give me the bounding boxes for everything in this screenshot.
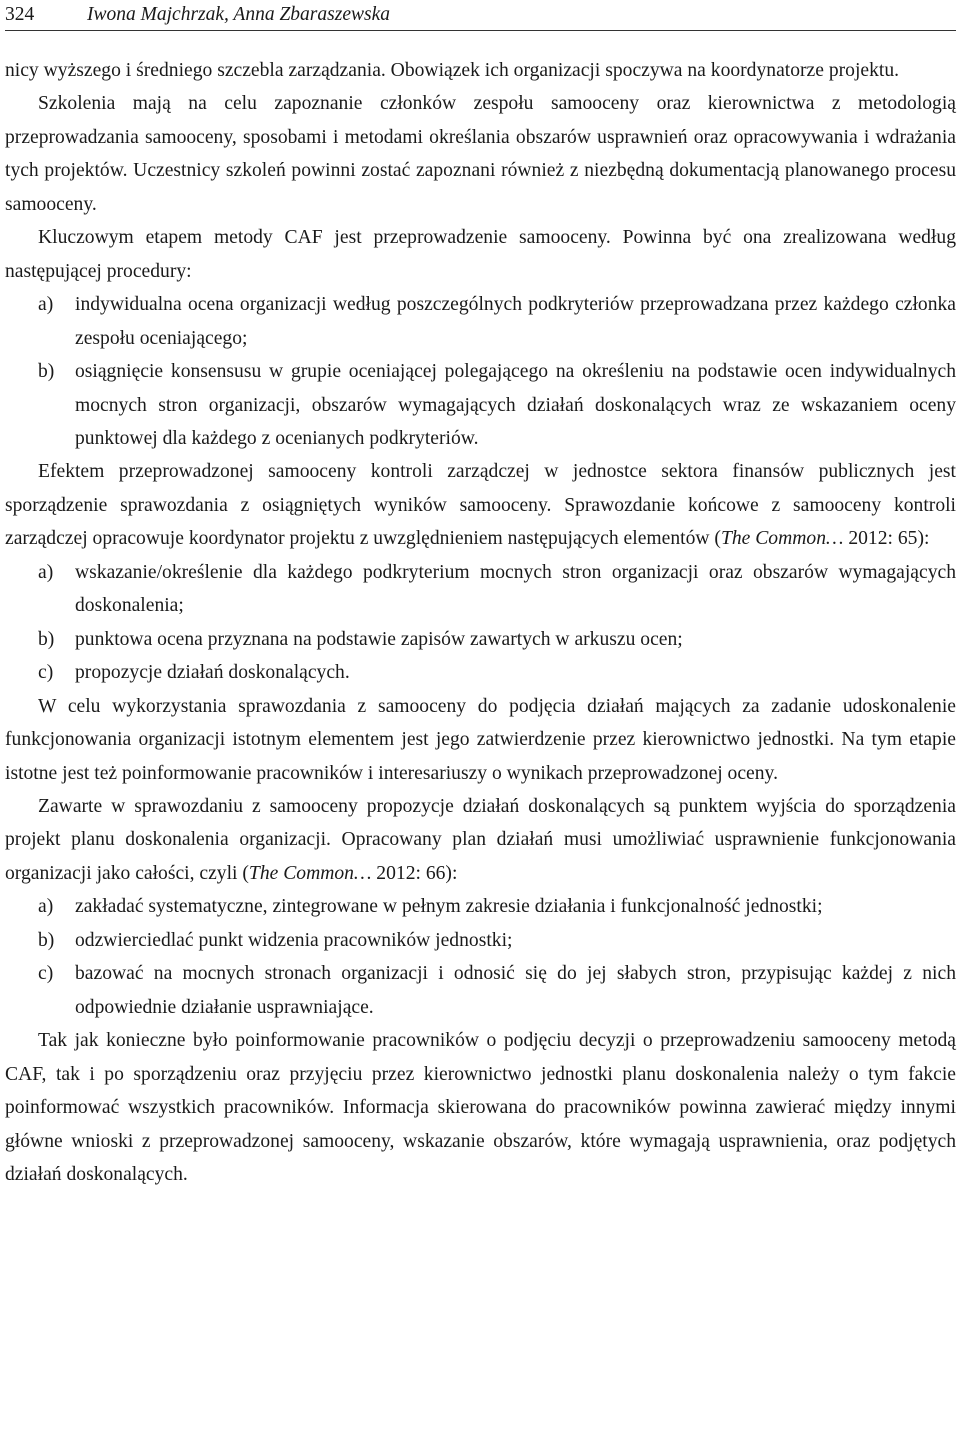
list-item bbox=[5, 656, 956, 689]
procedure-list bbox=[5, 288, 956, 455]
list-marker: b) bbox=[38, 929, 55, 951]
list-item bbox=[5, 924, 956, 957]
report-elements-list bbox=[5, 556, 956, 690]
plan-requirements-list bbox=[5, 890, 956, 1024]
list-marker: a) bbox=[38, 561, 54, 583]
paragraph-report bbox=[5, 455, 956, 555]
paragraph-training: Szkolenia mają na celu zapoznanie członków zespołu samooceny oraz kierownictwa z metodologią przeprowadzania samooceny, sposobami i metodami określania obszarów usprawnień oraz opracowywania i wdrażania tych projektów. Uczestnicy szkoleń powinni zostać zapoznani również z niezbędną dokumentacją planowanego procesu samooceny. bbox=[5, 93, 956, 215]
list-marker: b) bbox=[38, 361, 55, 383]
running-header bbox=[5, 0, 956, 31]
list-item bbox=[5, 890, 956, 923]
paragraph-information: Tak jak konieczne było poinformowanie pracowników o podjęciu decyzji o przeprowadzeniu samooceny metodą CAF, tak i po sporządzeniu oraz przyjęciu przez kierownictwo jednostki planu doskonalenia należy o tym fakcie poinformować wszystkich pracowników. Informacja skierowana do pracowników powinna zawierać między innymi główne wnioski z przeprowadzonej samooceny, wskazanie obszarów, które wymagają usprawnienia, oraz podjętych działań doskonalących. bbox=[5, 1030, 956, 1185]
list-marker: a) bbox=[38, 294, 54, 316]
list-item bbox=[5, 957, 956, 1024]
paragraph-approval: W celu wykorzystania sprawozdania z samooceny do podjęcia działań mających za zadanie udoskonalenie funkcjonowania organizacji istotnym elementem jest jego zatwierdzenie przez kierownictwo jednostki. Na tym etapie istotne jest też poinformowanie pracowników i interesariuszy o wynikach przeprowadzonej oceny. bbox=[5, 695, 956, 784]
citation-title: The Common… bbox=[720, 528, 844, 550]
citation-title: The Common… bbox=[248, 862, 372, 884]
list-item bbox=[5, 623, 956, 656]
paragraph-plan bbox=[5, 790, 956, 890]
list-item-text: indywidualna ocena organizacji według poszczególnych podkryteriów przeprowadzana przez każdego członka zespołu oceniającego; bbox=[75, 294, 956, 349]
paragraph-key-stage: Kluczowym etapem metody CAF jest przeprowadzenie samooceny. Powinna być ona zrealizowana według następującej procedury: bbox=[5, 227, 956, 282]
list-marker: c) bbox=[38, 963, 54, 985]
paragraph-text: Zawarte w sprawozdaniu z samooceny propozycje działań doskonalących są punktem wyjścia do sporządzenia projekt planu doskonalenia organizacji. Opracowany plan działań musi umożliwiać usprawnienie funkcjonowania organizacji jako całości, czyli ( bbox=[5, 795, 956, 884]
list-item bbox=[5, 288, 956, 355]
list-item-text: punktowa ocena przyznana na podstawie zapisów zawartych w arkuszu ocen; bbox=[75, 628, 683, 650]
citation-year: 2012: 66): bbox=[371, 862, 458, 884]
list-item-text: odzwierciedlać punkt widzenia pracowników jednostki; bbox=[75, 929, 513, 951]
paragraph-continuation: nicy wyższego i średniego szczebla zarządzania. Obowiązek ich organizacji spoczywa na koordynatorze projektu. bbox=[5, 60, 900, 81]
list-item-text: wskazanie/określenie dla każdego podkryterium mocnych stron organizacji oraz obszarów wymagających doskonalenia; bbox=[75, 561, 956, 617]
list-item bbox=[5, 355, 956, 455]
list-marker: b) bbox=[38, 628, 55, 650]
running-header-authors: Iwona Majchrzak, Anna Zbaraszewska bbox=[87, 4, 390, 25]
list-marker: c) bbox=[38, 662, 54, 684]
list-item-text: bazować na mocnych stronach organizacji i odnosić się do jej słabych stron, przypisując każdej z nich odpowiednie działanie usprawniające. bbox=[75, 963, 956, 1018]
body-text bbox=[5, 54, 956, 1191]
list-item-text: zakładać systematyczne, zintegrowane w pełnym zakresie działania i funkcjonalność jednostki; bbox=[75, 896, 823, 918]
list-marker: a) bbox=[38, 896, 54, 918]
list-item bbox=[5, 556, 956, 623]
list-item-text: propozycje działań doskonalących. bbox=[75, 662, 350, 684]
paragraph-text: Efektem przeprowadzonej samooceny kontroli zarządczej w jednostce sektora finansów publicznych jest sporządzenie sprawozdania z osiągniętych wyników samooceny. Sprawozdanie końcowe z samooceny kontroli zarządczej opracowuje koordynator projektu z uwzględnieniem następujących elementów ( bbox=[5, 461, 956, 550]
list-item-text: osiągnięcie konsensusu w grupie oceniającej polegającego na określeniu na podstawie ocen indywidualnych mocnych stron organizacji, obszarów wymagających działań doskonalących wraz ze wskazaniem oceny punktowej dla każdego z ocenianych podkryteriów. bbox=[75, 361, 956, 449]
page-number: 324 bbox=[5, 4, 35, 25]
page bbox=[5, 0, 956, 1191]
citation-year: 2012: 65): bbox=[843, 528, 930, 550]
